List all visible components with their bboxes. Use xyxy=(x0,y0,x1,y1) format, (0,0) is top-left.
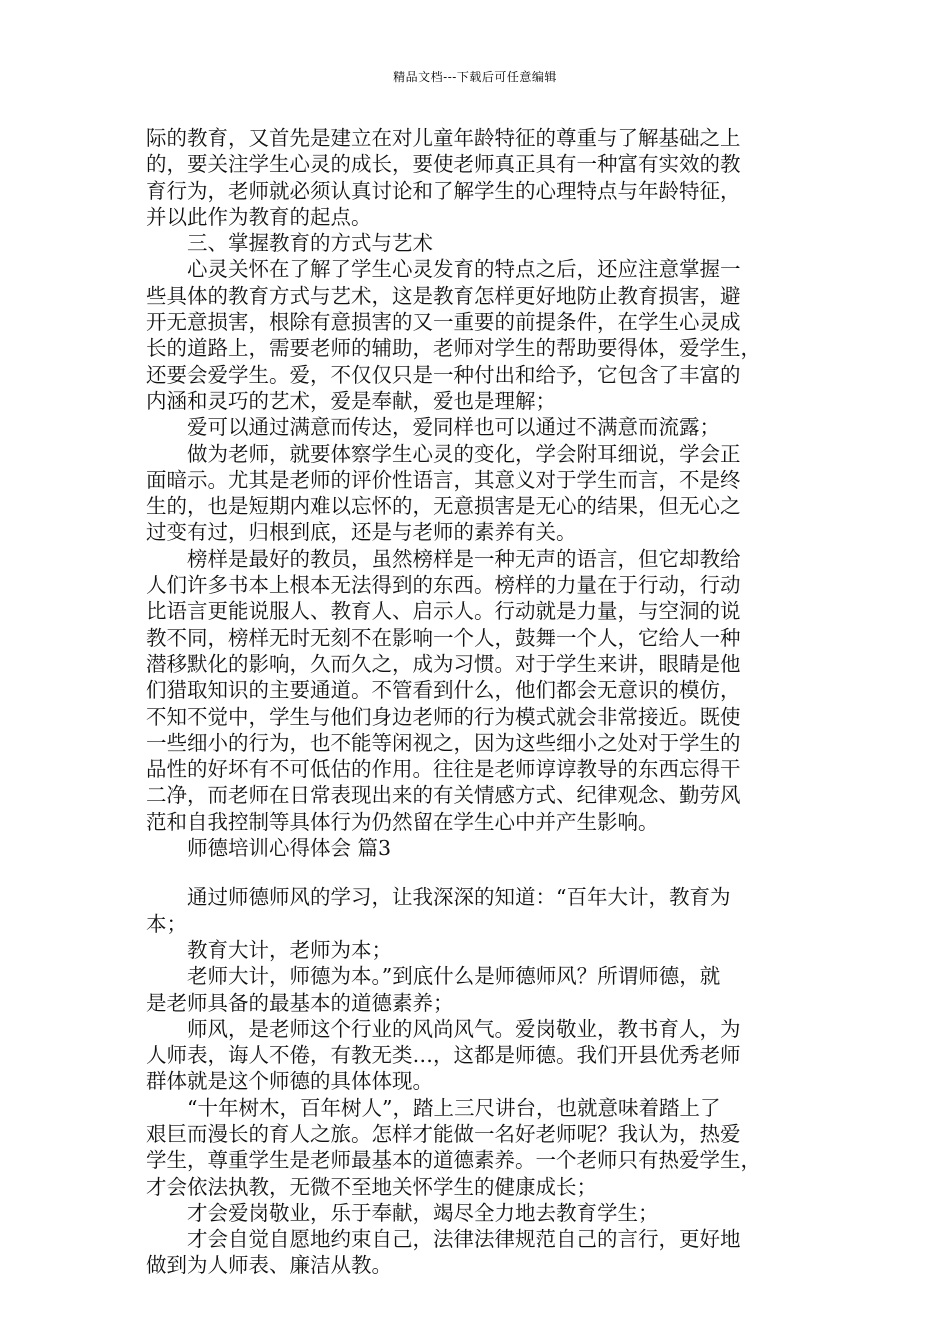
text-line: 育行为，老师就必须认真讨论和了解学生的心理特点与年龄特征， xyxy=(146,178,741,203)
text-line: 师风，是老师这个行业的风尚风气。爱岗敬业，教书育人，为 xyxy=(187,1016,741,1041)
text-line: 一些细小的行为，也不能等闲视之，因为这些细小之处对于学生的 xyxy=(146,730,741,755)
text-line: 是老师具备的最基本的道德素养； xyxy=(146,990,454,1015)
text-line: 面暗示。尤其是老师的评价性语言，其意义对于学生而言，不是终 xyxy=(146,467,741,492)
text-line: 才会爱岗敬业，乐于奉献，竭尽全力地去教育学生； xyxy=(187,1200,659,1225)
text-line: 教育大计，老师为本； xyxy=(187,937,392,962)
page-header: 精品文档---下载后可任意编辑 xyxy=(393,70,557,84)
blank-line xyxy=(146,861,810,884)
text-line: 内涵和灵巧的艺术，爱是奉献，爱也是理解； xyxy=(146,388,556,413)
text-line: 些具体的教育方式与艺术，这是教育怎样更好地防止教育损害，避 xyxy=(146,283,741,308)
text-line: 的，要关注学生心灵的成长，要使老师真正具有一种富有实效的教 xyxy=(146,152,741,177)
text-line: 并以此作为教育的起点。 xyxy=(146,204,372,229)
text-line: 通过师德师风的学习，让我深深的知道：“百年大计，教育为 xyxy=(187,885,731,910)
text-line: 范和自我控制等具体行为仍然留在学生心中并产生影响。 xyxy=(146,809,659,834)
text-line: 才会自觉自愿地约束自己，法律法律规范自己的言行，更好地 xyxy=(187,1227,741,1252)
text-line: 老师大计，师德为本。”到底什么是师德师风？所谓师德，就 xyxy=(187,964,721,989)
text-line: 们猎取知识的主要通道。不管看到什么，他们都会无意识的模仿， xyxy=(146,678,741,703)
text-line: 长的道路上，需要老师的辅助，老师对学生的帮助要得体，爱学生， xyxy=(146,336,761,361)
text-line: 做到为人师表、廉洁从教。 xyxy=(146,1253,392,1278)
text-line: 本； xyxy=(146,911,187,936)
text-line: 心灵关怀在了解了学生心灵发育的特点之后，还应注意掌握一 xyxy=(187,257,741,282)
text-line: “十年树木，百年树人”，踏上三尺讲台，也就意味着踏上了 xyxy=(187,1095,721,1120)
text-line: 艰巨而漫长的育人之旅。怎样才能做一名好老师呢？我认为，热爱 xyxy=(146,1121,741,1146)
text-line: 生的，也是短期内难以忘怀的，无意损害是无心的结果，但无心之 xyxy=(146,494,741,519)
text-line: 潜移默化的影响，久而久之，成为习惯。对于学生来讲，眼睛是他 xyxy=(146,651,741,676)
text-line: 不知不觉中，学生与他们身边老师的行为模式就会非常接近。既使 xyxy=(146,704,741,729)
text-line: 开无意损害，根除有意损害的又一重要的前提条件，在学生心灵成 xyxy=(146,310,741,335)
text-line: 三、掌握教育的方式与艺术 xyxy=(187,231,433,256)
text-line: 人师表，诲人不倦，有教无类…，这都是师德。我们开县优秀老师 xyxy=(146,1043,741,1068)
text-line: 人们许多书本上根本无法得到的东西。榜样的力量在于行动，行动 xyxy=(146,573,741,598)
text-line: 际的教育，又首先是建立在对儿童年龄特征的尊重与了解基础之上 xyxy=(146,126,741,150)
text-line: 教不同，榜样无时无刻不在影响一个人，鼓舞一个人，它给人一种 xyxy=(146,625,741,650)
document-body xyxy=(146,125,810,1279)
text-line: 榜样是最好的教员，虽然榜样是一种无声的语言，但它却教给 xyxy=(187,546,741,571)
text-line: 品性的好坏有不可低估的作用。往往是老师谆谆教导的东西忘得干 xyxy=(146,757,741,782)
text-line: 学生，尊重学生是老师最基本的道德素养。一个老师只有热爱学生， xyxy=(146,1148,761,1173)
text-line: 二净，而老师在日常表现出来的有关情感方式、纪律观念、勤劳风 xyxy=(146,783,741,808)
text-line: 师德培训心得体会 篇3 xyxy=(187,836,392,861)
text-line: 才会依法执教，无微不至地关怀学生的健康成长； xyxy=(146,1174,597,1199)
text-line: 群体就是这个师德的具体体现。 xyxy=(146,1069,433,1094)
text-line: 过变有过，归根到底，还是与老师的素养有关。 xyxy=(146,520,577,545)
text-line: 爱可以通过满意而传达，爱同样也可以通过不满意而流露； xyxy=(187,415,720,440)
text-line: 做为老师，就要体察学生心灵的变化，学会附耳细说，学会正 xyxy=(187,441,741,466)
text-line: 比语言更能说服人、教育人、启示人。行动就是力量，与空洞的说 xyxy=(146,599,741,624)
text-line: 还要会爱学生。爱，不仅仅只是一种付出和给予，它包含了丰富的 xyxy=(146,362,741,387)
